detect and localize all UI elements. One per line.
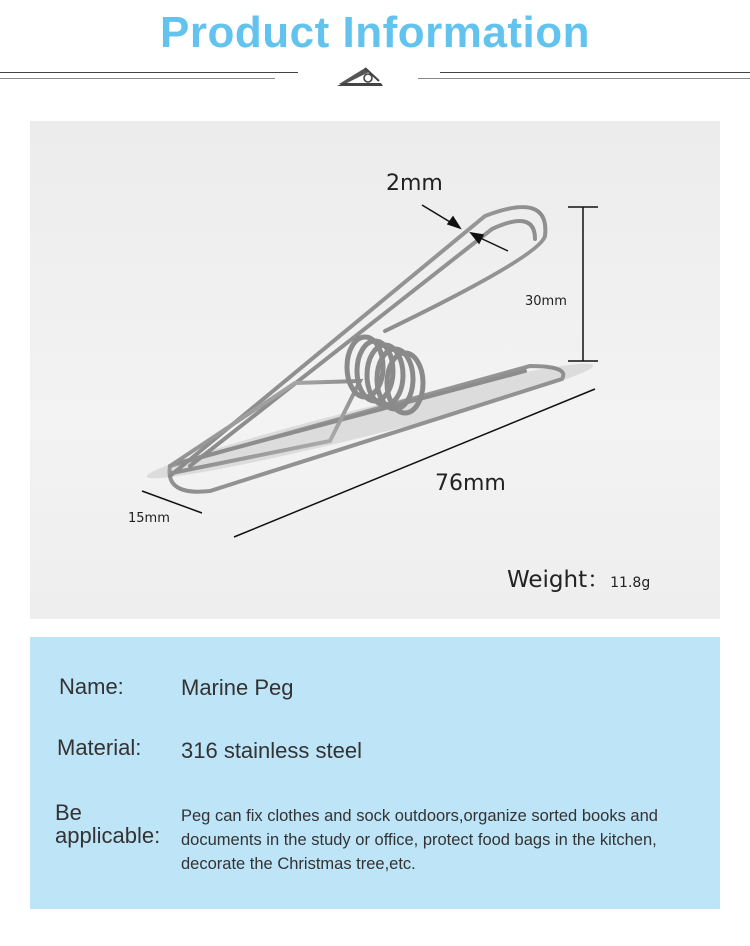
dimension-lines (142, 205, 598, 537)
height-label: 30mm (525, 294, 567, 309)
weight-label: Weight： (507, 567, 611, 593)
name-value: Marine Peg (181, 675, 294, 700)
applicable-description: Peg can fix clothes and sock outdoors,organize sorted books and documents in the study or office, protect food bags in the kitchen, decorate the Christmas tree,etc. (181, 807, 658, 873)
clothespin-icon (335, 64, 385, 92)
applicable-label (55, 801, 160, 847)
header-divider-right (440, 72, 750, 73)
material-label: Material: (57, 735, 142, 760)
applicable-label-line1: Be (55, 800, 82, 825)
header-divider-right-lower (418, 78, 750, 79)
applicable-label-line2: applicable: (55, 823, 161, 848)
info-panel (30, 637, 720, 909)
product-photo (30, 121, 720, 619)
weight (507, 561, 650, 594)
header-divider-left (0, 72, 298, 73)
name-label: Name: (59, 674, 124, 699)
width-label: 15mm (128, 511, 170, 526)
header-divider-left-lower (0, 78, 275, 79)
peg-shadow (143, 352, 596, 490)
length-label: 76mm (435, 471, 506, 496)
weight-value: 11.8g (610, 575, 651, 591)
material-value: 316 stainless steel (181, 738, 362, 763)
wire-thickness-label: 2mm (386, 171, 443, 196)
page-title: Product Information (160, 8, 590, 57)
